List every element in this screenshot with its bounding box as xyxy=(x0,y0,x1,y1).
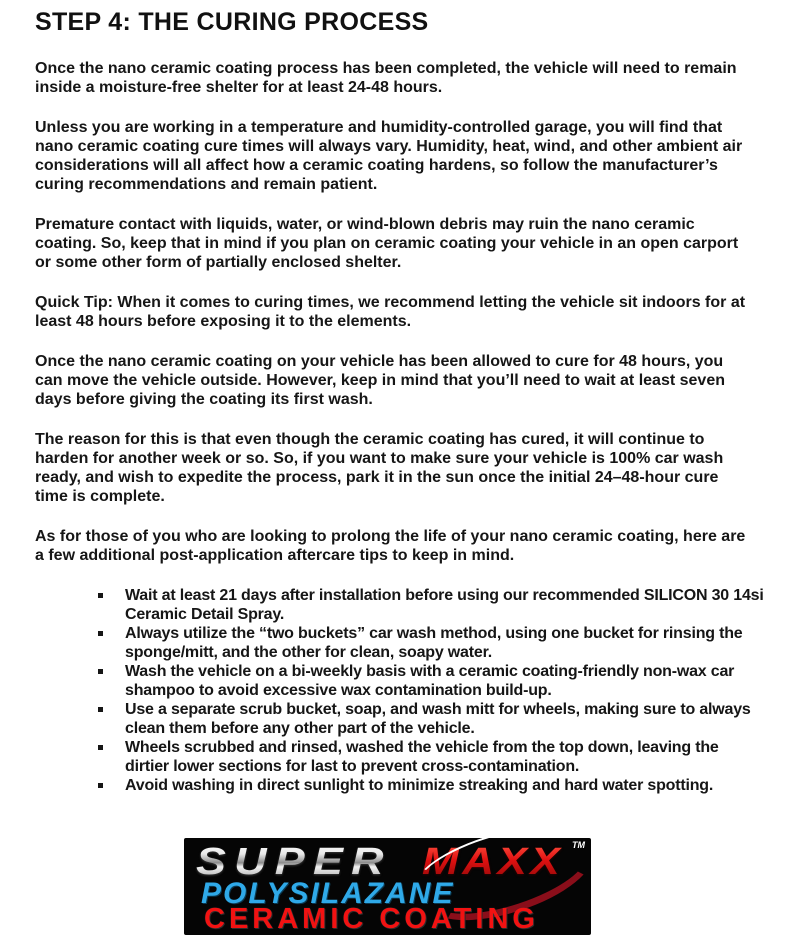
page-title: STEP 4: THE CURING PROCESS xyxy=(35,8,429,36)
paragraph-aftercare-intro: As for those of you who are looking to prolong the life of your nano ceramic coating, here are a few additional post-application aftercare tips to keep in mind. xyxy=(35,528,746,564)
tip-item-two-buckets: Always utilize the “two buckets” car wash method, using one bucket for rinsing the sponge/mitt, and the other for clean, soapy water. xyxy=(125,624,765,662)
logo-maxx-text: MAXX xyxy=(422,841,564,883)
logo-ceramic-coating-text: CERAMIC COATING xyxy=(204,903,539,935)
trademark-symbol: TM xyxy=(572,840,585,850)
logo-super-text: SUPER xyxy=(196,841,392,883)
tip-item-wheel-bucket: Use a separate scrub bucket, soap, and wash mitt for wheels, making sure to always clean them before any other part of the vehicle. xyxy=(125,700,765,738)
logo-polysilazane-text: POLYSILAZANE xyxy=(201,877,455,910)
paragraph-move-outside: Once the nano ceramic coating on your vehicle has been allowed to cure for 48 hours, you can move the vehicle outside. However, keep in mind that you’ll need to wait at least seven days before giving the coating its first wash. xyxy=(35,353,725,408)
paragraph-quick-tip: Quick Tip: When it comes to curing times, we recommend letting the vehicle sit indoors for at least 48 hours before exposing it to the elements. xyxy=(35,294,746,330)
paragraph-harden-week: The reason for this is that even though the ceramic coating has cured, it will continue to harden for another week or so. So, if you want to make sure your vehicle is 100% car wash ready, and wish to expedite the process, park it in the sun once the initial 24–48-hour cure time is complete. xyxy=(35,431,724,505)
paragraph-intro: Once the nano ceramic coating process has been completed, the vehicle will need to remain inside a moisture-free shelter for at least 24-48 hours. xyxy=(35,60,737,96)
tip-item-detail-spray: Wait at least 21 days after installation before using our recommended SILICON 30 14si Ceramic Detail Spray. xyxy=(125,587,764,623)
tip-item-top-down: Wheels scrubbed and rinsed, washed the vehicle from the top down, leaving the dirtier lower sections for last to prevent cross-contamination. xyxy=(125,738,765,776)
tip-item-biweekly-wash: Wash the vehicle on a bi-weekly basis with a ceramic coating-friendly non-wax car shampoo to avoid excessive wax contamination build-up. xyxy=(125,662,765,700)
aftercare-tips-list xyxy=(35,586,765,795)
paragraph-cure-variability: Unless you are working in a temperature and humidity-controlled garage, you will find that nano ceramic coating cure times will always vary. Humidity, heat, wind, and other ambient air considerations will all affect how a ceramic coating hardens, so follow the manufacturer’s curing recommendations and remain patient. xyxy=(35,119,743,193)
supermaxx-logo xyxy=(184,838,591,935)
paragraph-premature-contact: Premature contact with liquids, water, or wind-blown debris may ruin the nano ceramic coating. So, keep that in mind if you plan on ceramic coating your vehicle in an open carport or some other form of partially enclosed shelter. xyxy=(35,216,739,271)
tip-item-direct-sunlight: Avoid washing in direct sunlight to minimize streaking and hard water spotting. xyxy=(125,776,765,795)
